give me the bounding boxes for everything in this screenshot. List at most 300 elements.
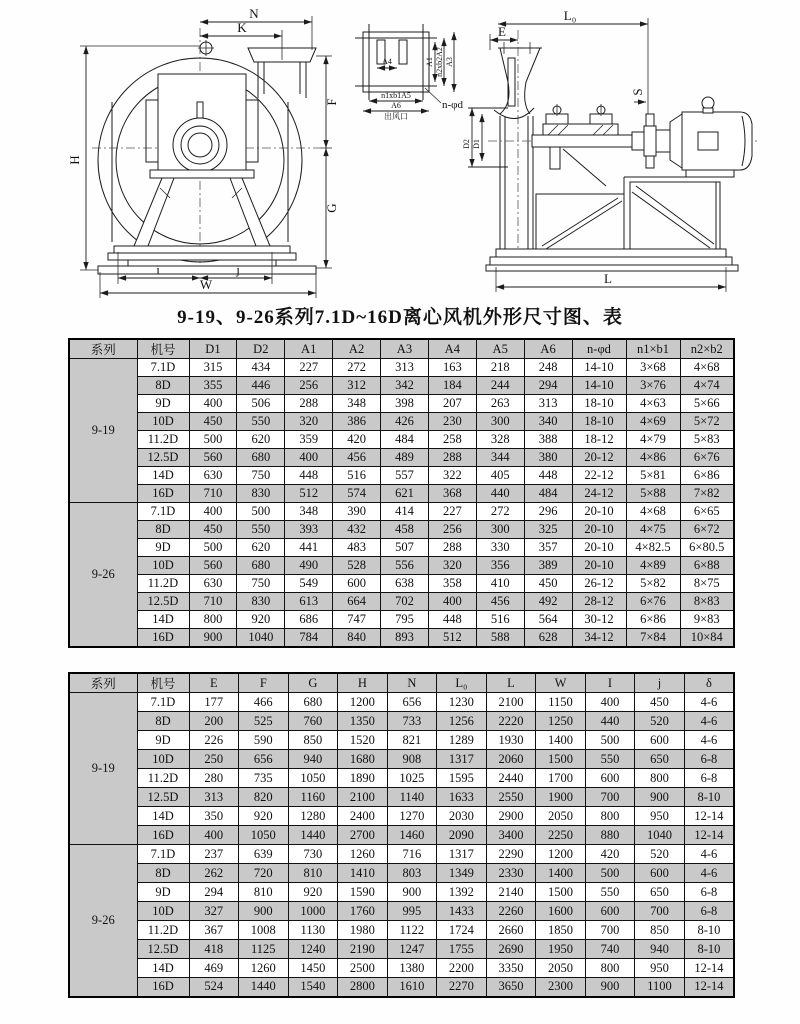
value-cell: 18-10 xyxy=(572,413,626,431)
value-cell: 2300 xyxy=(536,978,586,997)
table-row xyxy=(69,902,734,921)
value-cell: 810 xyxy=(239,883,289,902)
value-cell: 226 xyxy=(189,731,239,750)
value-cell: 30-12 xyxy=(572,611,626,629)
value-cell: 12.5D xyxy=(137,940,189,959)
value-cell: 441 xyxy=(285,539,333,557)
value-cell: 7.1D xyxy=(137,845,189,864)
value-cell: 492 xyxy=(524,593,572,611)
value-cell: 549 xyxy=(285,575,333,593)
value-cell: 355 xyxy=(189,377,237,395)
value-cell: 1980 xyxy=(338,921,388,940)
value-cell: 456 xyxy=(333,449,381,467)
value-cell: 1410 xyxy=(338,864,388,883)
value-cell: 750 xyxy=(237,575,285,593)
value-cell: 639 xyxy=(239,845,289,864)
column-header: 机号 xyxy=(137,339,189,359)
value-cell: 1317 xyxy=(437,750,487,769)
value-cell: 1380 xyxy=(387,959,437,978)
value-cell: 733 xyxy=(387,712,437,731)
value-cell: 600 xyxy=(585,769,635,788)
value-cell: 328 xyxy=(476,431,524,449)
value-cell: 600 xyxy=(585,902,635,921)
value-cell: 10×84 xyxy=(680,629,734,647)
value-cell: 4-6 xyxy=(684,845,734,864)
value-cell: 2690 xyxy=(486,940,536,959)
column-header: A6 xyxy=(524,339,572,359)
value-cell: 1440 xyxy=(288,826,338,845)
value-cell: 200 xyxy=(189,712,239,731)
value-cell: 356 xyxy=(476,557,524,575)
column-header: I xyxy=(585,673,635,693)
value-cell: 1400 xyxy=(536,864,586,883)
value-cell: 784 xyxy=(285,629,333,647)
value-cell: 450 xyxy=(524,575,572,593)
value-cell: 1247 xyxy=(387,940,437,959)
value-cell: 1270 xyxy=(387,807,437,826)
value-cell: 288 xyxy=(285,395,333,413)
value-cell: 400 xyxy=(189,503,237,521)
value-cell: 500 xyxy=(585,731,635,750)
table-row xyxy=(69,359,734,377)
value-cell: 600 xyxy=(635,731,685,750)
value-cell: 4×86 xyxy=(626,449,680,467)
value-cell: 550 xyxy=(237,413,285,431)
value-cell: 280 xyxy=(189,769,239,788)
value-cell: 4-6 xyxy=(684,864,734,883)
value-cell: 1122 xyxy=(387,921,437,940)
value-cell: 18-12 xyxy=(572,431,626,449)
value-cell: 550 xyxy=(585,750,635,769)
value-cell: 313 xyxy=(381,359,429,377)
dim-label-a4: A4 xyxy=(382,57,392,66)
value-cell: 426 xyxy=(381,413,429,431)
value-cell: 800 xyxy=(585,959,635,978)
series-cell: 9-26 xyxy=(69,503,137,647)
value-cell: 900 xyxy=(387,883,437,902)
value-cell: 4×63 xyxy=(626,395,680,413)
value-cell: 1433 xyxy=(437,902,487,921)
value-cell: 16D xyxy=(137,978,189,997)
value-cell: 207 xyxy=(428,395,476,413)
value-cell: 2140 xyxy=(486,883,536,902)
value-cell: 520 xyxy=(635,845,685,864)
value-cell: 9×83 xyxy=(680,611,734,629)
value-cell: 628 xyxy=(524,629,572,647)
table-row xyxy=(69,693,734,712)
value-cell: 4×79 xyxy=(626,431,680,449)
value-cell: 574 xyxy=(333,485,381,503)
value-cell: 6-8 xyxy=(684,769,734,788)
value-cell: 342 xyxy=(381,377,429,395)
value-cell: 256 xyxy=(285,377,333,395)
table-row xyxy=(69,845,734,864)
value-cell: 1250 xyxy=(536,712,586,731)
table-row xyxy=(69,883,734,902)
column-header: n2×b2 xyxy=(680,339,734,359)
value-cell: 702 xyxy=(381,593,429,611)
value-cell: 9D xyxy=(137,539,189,557)
value-cell: 330 xyxy=(476,539,524,557)
column-header: 系列 xyxy=(69,673,137,693)
value-cell: 516 xyxy=(333,467,381,485)
value-cell: 2050 xyxy=(536,807,586,826)
value-cell: 400 xyxy=(189,826,239,845)
value-cell: 920 xyxy=(239,807,289,826)
value-cell: 950 xyxy=(635,807,685,826)
value-cell: 272 xyxy=(476,503,524,521)
value-cell: 850 xyxy=(635,921,685,940)
value-cell: 512 xyxy=(428,629,476,647)
value-cell: 315 xyxy=(189,359,237,377)
value-cell: 4×75 xyxy=(626,521,680,539)
table-row xyxy=(69,611,734,629)
value-cell: 6×86 xyxy=(680,467,734,485)
value-cell: 2220 xyxy=(486,712,536,731)
column-header: A1 xyxy=(285,339,333,359)
value-cell: 1040 xyxy=(635,826,685,845)
dim-label-h: H xyxy=(67,155,82,165)
value-cell: 1125 xyxy=(239,940,289,959)
value-cell: 313 xyxy=(189,788,239,807)
value-cell: 386 xyxy=(333,413,381,431)
value-cell: 6-8 xyxy=(684,902,734,921)
value-cell: 710 xyxy=(189,485,237,503)
value-cell: 908 xyxy=(387,750,437,769)
value-cell: 327 xyxy=(189,902,239,921)
value-cell: 12-14 xyxy=(684,807,734,826)
value-cell: 2290 xyxy=(486,845,536,864)
value-cell: 313 xyxy=(524,395,572,413)
column-header: N xyxy=(387,673,437,693)
value-cell: 9D xyxy=(137,731,189,750)
value-cell: 400 xyxy=(189,395,237,413)
value-cell: 1440 xyxy=(239,978,289,997)
value-cell: 2200 xyxy=(437,959,487,978)
value-cell: 940 xyxy=(288,750,338,769)
value-cell: 506 xyxy=(237,395,285,413)
value-cell: 556 xyxy=(381,557,429,575)
value-cell: 16D xyxy=(137,826,189,845)
value-cell: 716 xyxy=(387,845,437,864)
value-cell: 1500 xyxy=(536,750,586,769)
value-cell: 294 xyxy=(524,377,572,395)
value-cell: 8-10 xyxy=(684,788,734,807)
value-cell: 4×74 xyxy=(680,377,734,395)
column-header: W xyxy=(536,673,586,693)
value-cell: 2060 xyxy=(486,750,536,769)
value-cell: 1140 xyxy=(387,788,437,807)
value-cell: 800 xyxy=(635,769,685,788)
value-cell: 1289 xyxy=(437,731,487,750)
value-cell: 2090 xyxy=(437,826,487,845)
value-cell: 995 xyxy=(387,902,437,921)
value-cell: 3650 xyxy=(486,978,536,997)
value-cell: 484 xyxy=(381,431,429,449)
table-row xyxy=(69,959,734,978)
value-cell: 4×82.5 xyxy=(626,539,680,557)
value-cell: 747 xyxy=(333,611,381,629)
series-cell: 9-19 xyxy=(69,359,137,503)
table-row xyxy=(69,788,734,807)
value-cell: 1633 xyxy=(437,788,487,807)
value-cell: 450 xyxy=(189,521,237,539)
value-cell: 10D xyxy=(137,557,189,575)
value-cell: 9D xyxy=(137,883,189,902)
value-cell: 2660 xyxy=(486,921,536,940)
dim-label-g: G xyxy=(324,203,339,213)
table-row xyxy=(69,712,734,731)
value-cell: 14D xyxy=(137,959,189,978)
value-cell: 288 xyxy=(428,539,476,557)
value-cell: 469 xyxy=(189,959,239,978)
value-cell: 230 xyxy=(428,413,476,431)
dim-label-d1: D1 xyxy=(472,139,481,149)
value-cell: 1349 xyxy=(437,864,487,883)
value-cell: 500 xyxy=(237,503,285,521)
value-cell: 418 xyxy=(189,940,239,959)
value-cell: 4×89 xyxy=(626,557,680,575)
table-row xyxy=(69,521,734,539)
value-cell: 184 xyxy=(428,377,476,395)
value-cell: 489 xyxy=(381,449,429,467)
value-cell: 458 xyxy=(381,521,429,539)
column-header: 系列 xyxy=(69,339,137,359)
column-header: n1×b1 xyxy=(626,339,680,359)
value-cell: 2030 xyxy=(437,807,487,826)
value-cell: 350 xyxy=(189,807,239,826)
value-cell: 638 xyxy=(381,575,429,593)
value-cell: 516 xyxy=(476,611,524,629)
value-cell: 348 xyxy=(333,395,381,413)
value-cell: 1160 xyxy=(288,788,338,807)
value-cell: 3×76 xyxy=(626,377,680,395)
value-cell: 735 xyxy=(239,769,289,788)
value-cell: 163 xyxy=(428,359,476,377)
value-cell: 434 xyxy=(237,359,285,377)
value-cell: 840 xyxy=(333,629,381,647)
value-cell: 20-12 xyxy=(572,449,626,467)
value-cell: 700 xyxy=(635,902,685,921)
dim-label-e: E xyxy=(498,24,506,39)
column-header: A4 xyxy=(428,339,476,359)
value-cell: 400 xyxy=(585,693,635,712)
value-cell: 6×86 xyxy=(626,611,680,629)
value-cell: 500 xyxy=(585,864,635,883)
value-cell: 348 xyxy=(285,503,333,521)
value-cell: 500 xyxy=(189,539,237,557)
table-row xyxy=(69,449,734,467)
value-cell: 263 xyxy=(476,395,524,413)
table-row xyxy=(69,807,734,826)
value-cell: 500 xyxy=(189,431,237,449)
value-cell: 405 xyxy=(476,467,524,485)
value-cell: 2550 xyxy=(486,788,536,807)
column-header: A2 xyxy=(333,339,381,359)
value-cell: 588 xyxy=(476,629,524,647)
table-row xyxy=(69,978,734,997)
value-cell: 1590 xyxy=(338,883,388,902)
value-cell: 680 xyxy=(237,557,285,575)
dim-label-j: j xyxy=(236,262,240,277)
value-cell: 2500 xyxy=(338,959,388,978)
value-cell: 560 xyxy=(189,449,237,467)
value-cell: 9D xyxy=(137,395,189,413)
value-cell: 256 xyxy=(428,521,476,539)
value-cell: 557 xyxy=(381,467,429,485)
value-cell: 800 xyxy=(585,807,635,826)
value-cell: 2800 xyxy=(338,978,388,997)
column-header: L₀ xyxy=(437,673,487,693)
value-cell: 1724 xyxy=(437,921,487,940)
value-cell: 528 xyxy=(333,557,381,575)
value-cell: 448 xyxy=(285,467,333,485)
value-cell: 830 xyxy=(237,485,285,503)
value-cell: 2400 xyxy=(338,807,388,826)
value-cell: 4-6 xyxy=(684,731,734,750)
value-cell: 650 xyxy=(635,750,685,769)
value-cell: 294 xyxy=(189,883,239,902)
bolt-hole-callout: n-φd xyxy=(442,99,464,111)
table-row xyxy=(69,769,734,788)
value-cell: 1540 xyxy=(288,978,338,997)
value-cell: 664 xyxy=(333,593,381,611)
value-cell: 2440 xyxy=(486,769,536,788)
value-cell: 630 xyxy=(189,575,237,593)
column-header: n-φd xyxy=(572,339,626,359)
dim-label-l: L xyxy=(604,271,612,286)
value-cell: 12-14 xyxy=(684,959,734,978)
value-cell: 760 xyxy=(288,712,338,731)
flange-dimensions-table xyxy=(68,338,735,648)
value-cell: 28-12 xyxy=(572,593,626,611)
value-cell: 8D xyxy=(137,377,189,395)
value-cell: 4×68 xyxy=(626,503,680,521)
value-cell: 18-10 xyxy=(572,395,626,413)
value-cell: 560 xyxy=(189,557,237,575)
value-cell: 10D xyxy=(137,902,189,921)
dim-label-s: S xyxy=(630,88,645,96)
value-cell: 5×81 xyxy=(626,467,680,485)
value-cell: 900 xyxy=(585,978,635,997)
outlet-caption: 出风口 xyxy=(384,112,408,121)
value-cell: 340 xyxy=(524,413,572,431)
value-cell: 940 xyxy=(635,940,685,959)
value-cell: 1610 xyxy=(387,978,437,997)
value-cell: 1595 xyxy=(437,769,487,788)
value-cell: 1008 xyxy=(239,921,289,940)
table-row xyxy=(69,826,734,845)
value-cell: 1280 xyxy=(288,807,338,826)
value-cell: 720 xyxy=(239,864,289,883)
value-cell: 2100 xyxy=(486,693,536,712)
column-header: E xyxy=(189,673,239,693)
value-cell: 14-10 xyxy=(572,359,626,377)
value-cell: 1200 xyxy=(338,693,388,712)
column-header: H xyxy=(338,673,388,693)
value-cell: 420 xyxy=(585,845,635,864)
value-cell: 2260 xyxy=(486,902,536,921)
value-cell: 1200 xyxy=(536,845,586,864)
value-cell: 950 xyxy=(635,959,685,978)
value-cell: 4×68 xyxy=(680,359,734,377)
value-cell: 5×88 xyxy=(626,485,680,503)
value-cell: 296 xyxy=(524,503,572,521)
value-cell: 1850 xyxy=(536,921,586,940)
value-cell: 450 xyxy=(635,693,685,712)
value-cell: 621 xyxy=(381,485,429,503)
value-cell: 367 xyxy=(189,921,239,940)
value-cell: 248 xyxy=(524,359,572,377)
value-cell: 700 xyxy=(585,788,635,807)
value-cell: 11.2D xyxy=(137,431,189,449)
value-cell: 830 xyxy=(237,593,285,611)
value-cell: 7×84 xyxy=(626,629,680,647)
value-cell: 700 xyxy=(585,921,635,940)
value-cell: 12.5D xyxy=(137,449,189,467)
value-cell: 820 xyxy=(239,788,289,807)
value-cell: 20-10 xyxy=(572,557,626,575)
value-cell: 6×80.5 xyxy=(680,539,734,557)
dim-label-a3: A3 xyxy=(445,57,454,67)
value-cell: 14D xyxy=(137,467,189,485)
value-cell: 1392 xyxy=(437,883,487,902)
value-cell: 1260 xyxy=(338,845,388,864)
table-row xyxy=(69,395,734,413)
value-cell: 1150 xyxy=(536,693,586,712)
value-cell: 484 xyxy=(524,485,572,503)
dim-label-d2: D2 xyxy=(462,139,471,149)
value-cell: 1950 xyxy=(536,940,586,959)
value-cell: 1050 xyxy=(288,769,338,788)
fan-side-view-drawing xyxy=(458,4,793,296)
value-cell: 11.2D xyxy=(137,769,189,788)
value-cell: 1350 xyxy=(338,712,388,731)
value-cell: 920 xyxy=(237,611,285,629)
column-header: D2 xyxy=(237,339,285,359)
value-cell: 656 xyxy=(387,693,437,712)
value-cell: 1900 xyxy=(536,788,586,807)
table-row xyxy=(69,557,734,575)
value-cell: 750 xyxy=(237,467,285,485)
value-cell: 227 xyxy=(428,503,476,521)
value-cell: 11.2D xyxy=(137,575,189,593)
value-cell: 620 xyxy=(237,431,285,449)
dim-label-a5: n1xb1A5 xyxy=(381,91,411,100)
value-cell: 432 xyxy=(333,521,381,539)
value-cell: 1400 xyxy=(536,731,586,750)
value-cell: 507 xyxy=(381,539,429,557)
value-cell: 448 xyxy=(428,611,476,629)
value-cell: 600 xyxy=(635,864,685,883)
column-header: A5 xyxy=(476,339,524,359)
dim-label-a2: n2xb2A2 xyxy=(435,47,444,77)
value-cell: 2700 xyxy=(338,826,388,845)
value-cell: 456 xyxy=(476,593,524,611)
dim-label-i: i xyxy=(156,262,160,277)
value-cell: 1520 xyxy=(338,731,388,750)
value-cell: 6×88 xyxy=(680,557,734,575)
value-cell: 312 xyxy=(333,377,381,395)
value-cell: 440 xyxy=(476,485,524,503)
value-cell: 368 xyxy=(428,485,476,503)
value-cell: 12-14 xyxy=(684,826,734,845)
value-cell: 288 xyxy=(428,449,476,467)
value-cell: 10D xyxy=(137,750,189,769)
value-cell: 1500 xyxy=(536,883,586,902)
value-cell: 2100 xyxy=(338,788,388,807)
value-cell: 1755 xyxy=(437,940,487,959)
